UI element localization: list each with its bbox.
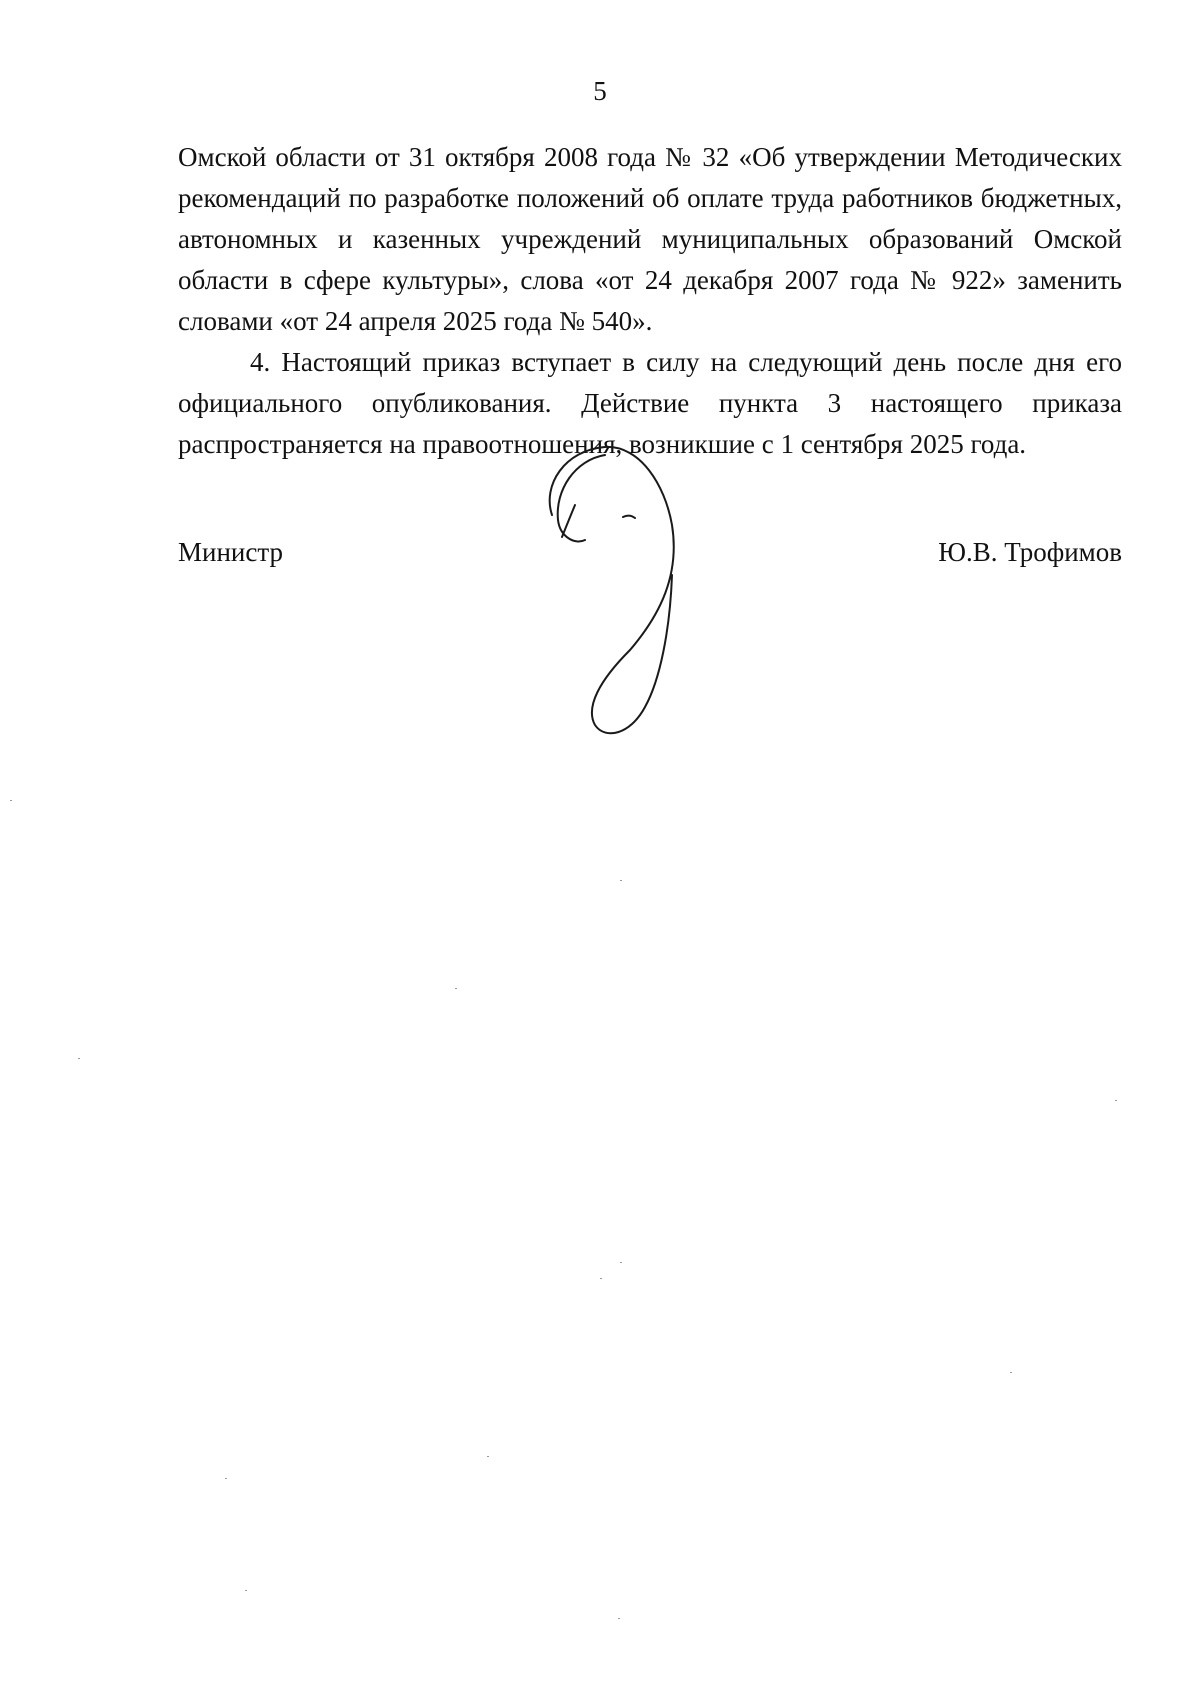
scan-speck: [1115, 1100, 1117, 1101]
scan-speck: [455, 988, 457, 989]
scan-speck: [10, 800, 12, 801]
signatory-position: Министр: [178, 537, 283, 567]
scan-speck: [620, 880, 622, 881]
scan-speck: [1010, 1372, 1012, 1373]
scan-speck: [618, 1618, 620, 1619]
handwritten-signature: [530, 445, 730, 745]
scan-speck: [487, 1456, 489, 1457]
page-number: 5: [593, 76, 607, 106]
signatory-name: Ю.В. Трофимов: [938, 537, 1122, 567]
scan-speck: [225, 1478, 227, 1479]
scan-speck: [600, 1278, 602, 1279]
scan-speck: [245, 1590, 247, 1591]
scan-speck: [78, 1058, 80, 1059]
paragraph-effective-date: 4. Настоящий приказ вступает в силу на следующий день после дня его официального опубликования. Действие пункта 3 настоящего приказа распространяется на правоотношения, возникшие с 1 сентября 2025 года.: [178, 347, 1122, 459]
scan-speck: [620, 1262, 622, 1263]
paragraph-continuation: Омской области от 31 октября 2008 года № 32 «Об утверждении Методических рекомендаций по разработке положений об оплате труда работников бюджетных, автономных и казенных учреждений муниципальных образований Омской области в сфере культуры», слова «от 24 декабря 2007 года № 922» заменить словами «от 24 апреля 2025 года № 540».: [178, 142, 1122, 336]
document-body: [178, 137, 1122, 465]
